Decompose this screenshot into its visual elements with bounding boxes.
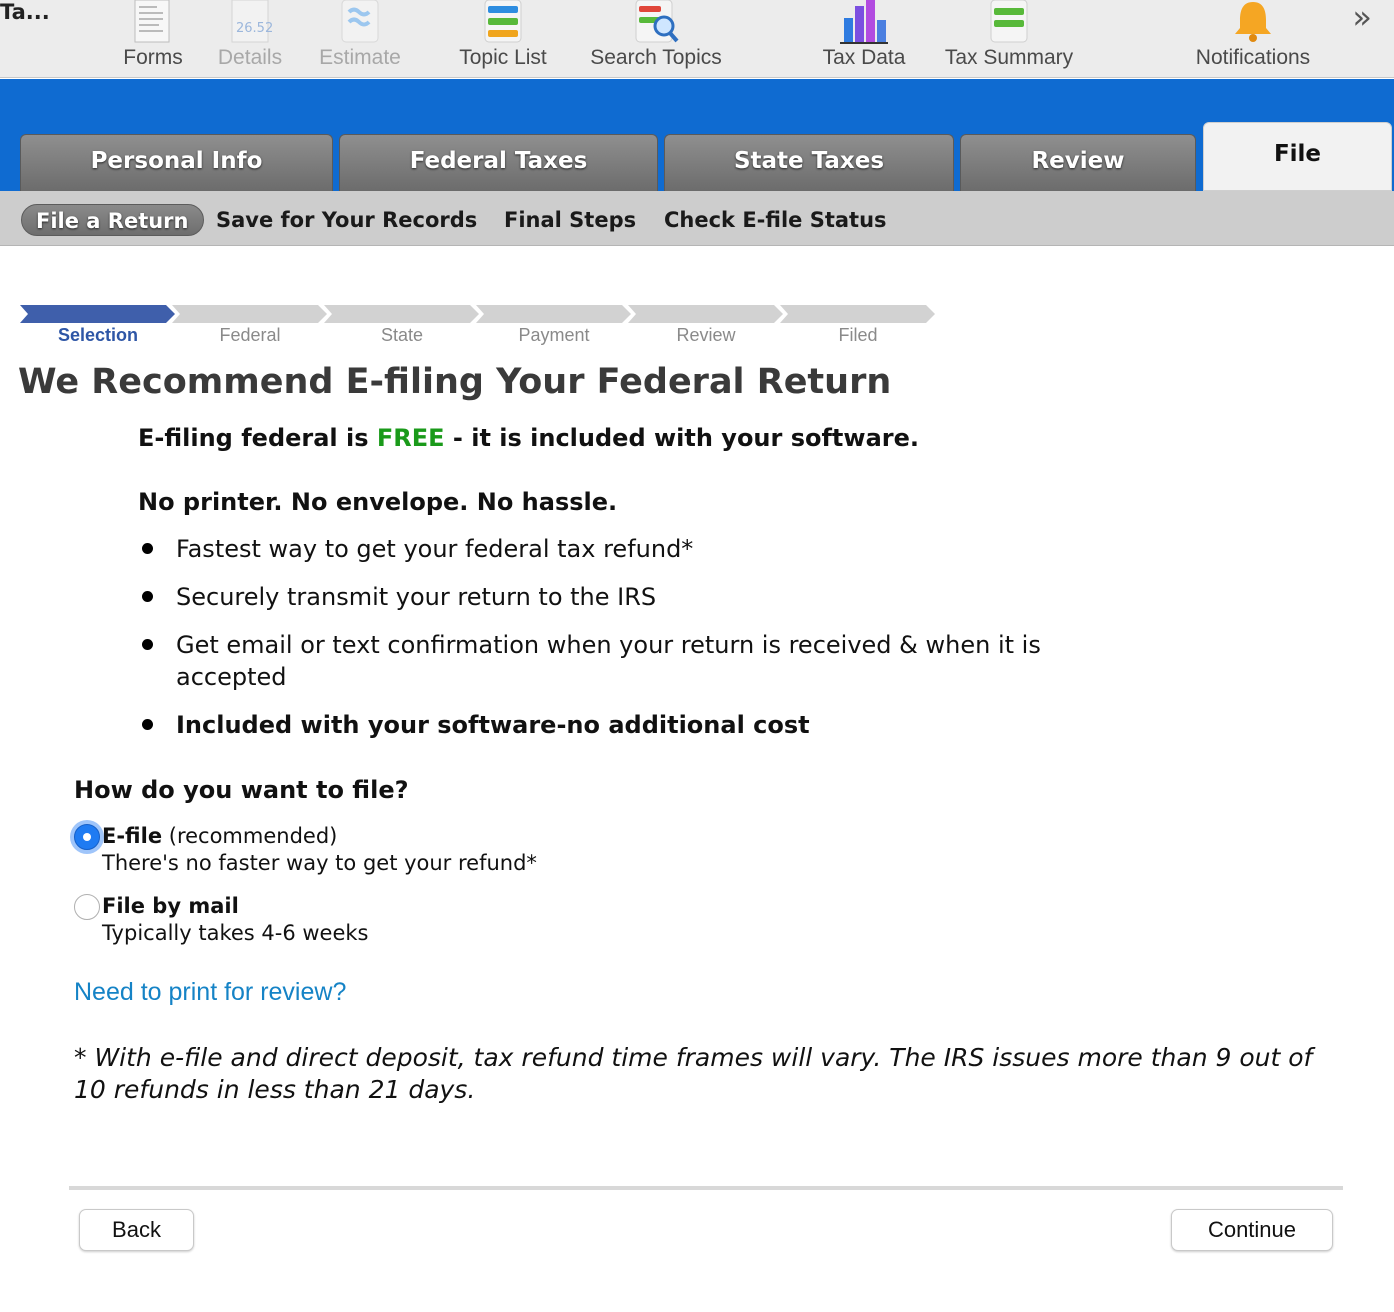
toolbar-overflow-chevron-icon[interactable]: » [1352, 0, 1372, 36]
back-button[interactable]: Back [79, 1209, 194, 1251]
subnav-check-efile-status[interactable]: Check E-file Status [664, 208, 887, 232]
file-by-mail-option[interactable] [74, 894, 494, 950]
subnav-file-a-return[interactable]: File a Return [21, 204, 204, 236]
details-icon-text: 26.52 [236, 21, 274, 36]
toolbar-tax-summary-label: Tax Summary [944, 46, 1074, 69]
efile-option-suffix: (recommended) [162, 824, 338, 848]
bullet-icon [142, 543, 153, 554]
topic-list-icon [475, 0, 531, 44]
progress-step-review-bar [628, 305, 784, 323]
progress-step-payment-bar [476, 305, 632, 323]
bell-icon [1225, 0, 1281, 44]
tab-file-label: File [1273, 141, 1322, 167]
progress-step-state-bar [324, 305, 480, 323]
no-printer-heading: No printer. No envelope. No hassle. [138, 488, 618, 516]
toolbar-tax-data-button[interactable] [812, 0, 916, 78]
efile-radio[interactable] [74, 824, 100, 850]
toolbar-topic-list-label: Topic List [459, 46, 547, 69]
efile-free-line [138, 424, 919, 452]
bullet-icon [142, 639, 153, 650]
progress-step-selection-bar [20, 305, 176, 323]
tab-personal-info[interactable] [20, 134, 333, 191]
tab-state-taxes[interactable] [664, 134, 954, 191]
toolbar-notifications-button[interactable] [1178, 0, 1328, 78]
footer-divider [69, 1186, 1343, 1190]
efile-free-line-after: - it is included with your software. [444, 424, 919, 452]
benefit-text: Get email or text confirmation when your return is received & when it is accepted [176, 631, 1041, 691]
tab-federal-taxes[interactable] [339, 134, 658, 191]
efile-option[interactable] [74, 824, 594, 880]
file-by-mail-option-title [102, 894, 239, 918]
app-title: Ta... [0, 0, 50, 24]
tab-file[interactable] [1203, 122, 1392, 191]
subnav-final-steps[interactable]: Final Steps [504, 208, 637, 232]
tab-state-taxes-label: State Taxes [733, 148, 885, 174]
efile-free-line-before: E-filing federal is [138, 424, 377, 452]
tab-review[interactable] [960, 134, 1196, 191]
toolbar-estimate-label: Estimate [319, 46, 401, 69]
continue-button[interactable]: Continue [1171, 1209, 1333, 1251]
estimate-icon [332, 0, 388, 44]
progress-step-filed-bar [780, 305, 936, 323]
toolbar-search-topics-button[interactable] [578, 0, 734, 78]
toolbar-forms-button[interactable] [112, 0, 194, 78]
toolbar-tax-data-label: Tax Data [822, 46, 906, 69]
subnav-save-for-your-records[interactable]: Save for Your Records [216, 208, 478, 232]
page-title: We Recommend E-filing Your Federal Return [18, 362, 892, 402]
toolbar-topic-list-button[interactable] [448, 0, 558, 78]
forms-icon [125, 0, 181, 44]
tax-data-icon [836, 0, 892, 44]
progress-step-federal: Federal [219, 325, 281, 345]
bullet-icon [142, 591, 153, 602]
toolbar-tax-summary-button[interactable] [934, 0, 1084, 78]
progress-step-filed: Filed [838, 325, 878, 345]
bullet-icon [142, 719, 153, 730]
progress-step-review: Review [676, 325, 736, 345]
toolbar-details-label: Details [217, 46, 283, 69]
benefit-text: Securely transmit your return to the IRS [176, 583, 657, 611]
file-by-mail-option-name: File by mail [102, 894, 239, 918]
file-by-mail-radio[interactable] [74, 894, 100, 920]
tax-summary-icon [981, 0, 1037, 44]
details-icon [222, 0, 278, 44]
free-badge: FREE [376, 424, 445, 452]
progress-steps [20, 305, 940, 355]
toolbar [0, 0, 1394, 78]
filing-method-question: How do you want to file? [74, 776, 409, 804]
progress-step-selection: Selection [57, 325, 139, 345]
refund-footnote: * With e-file and direct deposit, tax refund time frames will vary. The IRS issues more than 9 out of 10 refunds in less than 21 days. [74, 1043, 1313, 1104]
benefit-item [138, 533, 1078, 565]
efile-option-name: E-file [102, 824, 163, 848]
benefit-text: Fastest way to get your federal tax refund* [176, 535, 694, 563]
tab-review-label: Review [1031, 148, 1125, 174]
benefit-text: Included with your software-no additional cost [176, 711, 810, 739]
benefit-item [138, 581, 1078, 613]
toolbar-search-topics-label: Search Topics [590, 46, 722, 69]
sub-navigation [0, 191, 1394, 246]
benefit-item [138, 629, 1068, 693]
tab-federal-taxes-label: Federal Taxes [409, 148, 588, 174]
progress-step-payment: Payment [518, 325, 590, 345]
search-topics-icon [628, 0, 684, 44]
print-for-review-link[interactable]: Need to print for review? [74, 978, 347, 1006]
tab-personal-info-label: Personal Info [90, 148, 263, 174]
toolbar-estimate-button [310, 0, 410, 78]
progress-step-federal-bar [172, 305, 328, 323]
benefit-item [138, 709, 1078, 741]
toolbar-forms-label: Forms [123, 46, 183, 69]
efile-option-title [102, 824, 337, 848]
toolbar-notifications-label: Notifications [1195, 46, 1311, 69]
toolbar-details-button [208, 0, 292, 78]
progress-step-state: State [380, 325, 424, 345]
efile-option-subtitle: There's no faster way to get your refund* [102, 851, 537, 875]
benefits-list [138, 533, 1078, 757]
file-by-mail-option-subtitle: Typically takes 4-6 weeks [102, 921, 369, 945]
